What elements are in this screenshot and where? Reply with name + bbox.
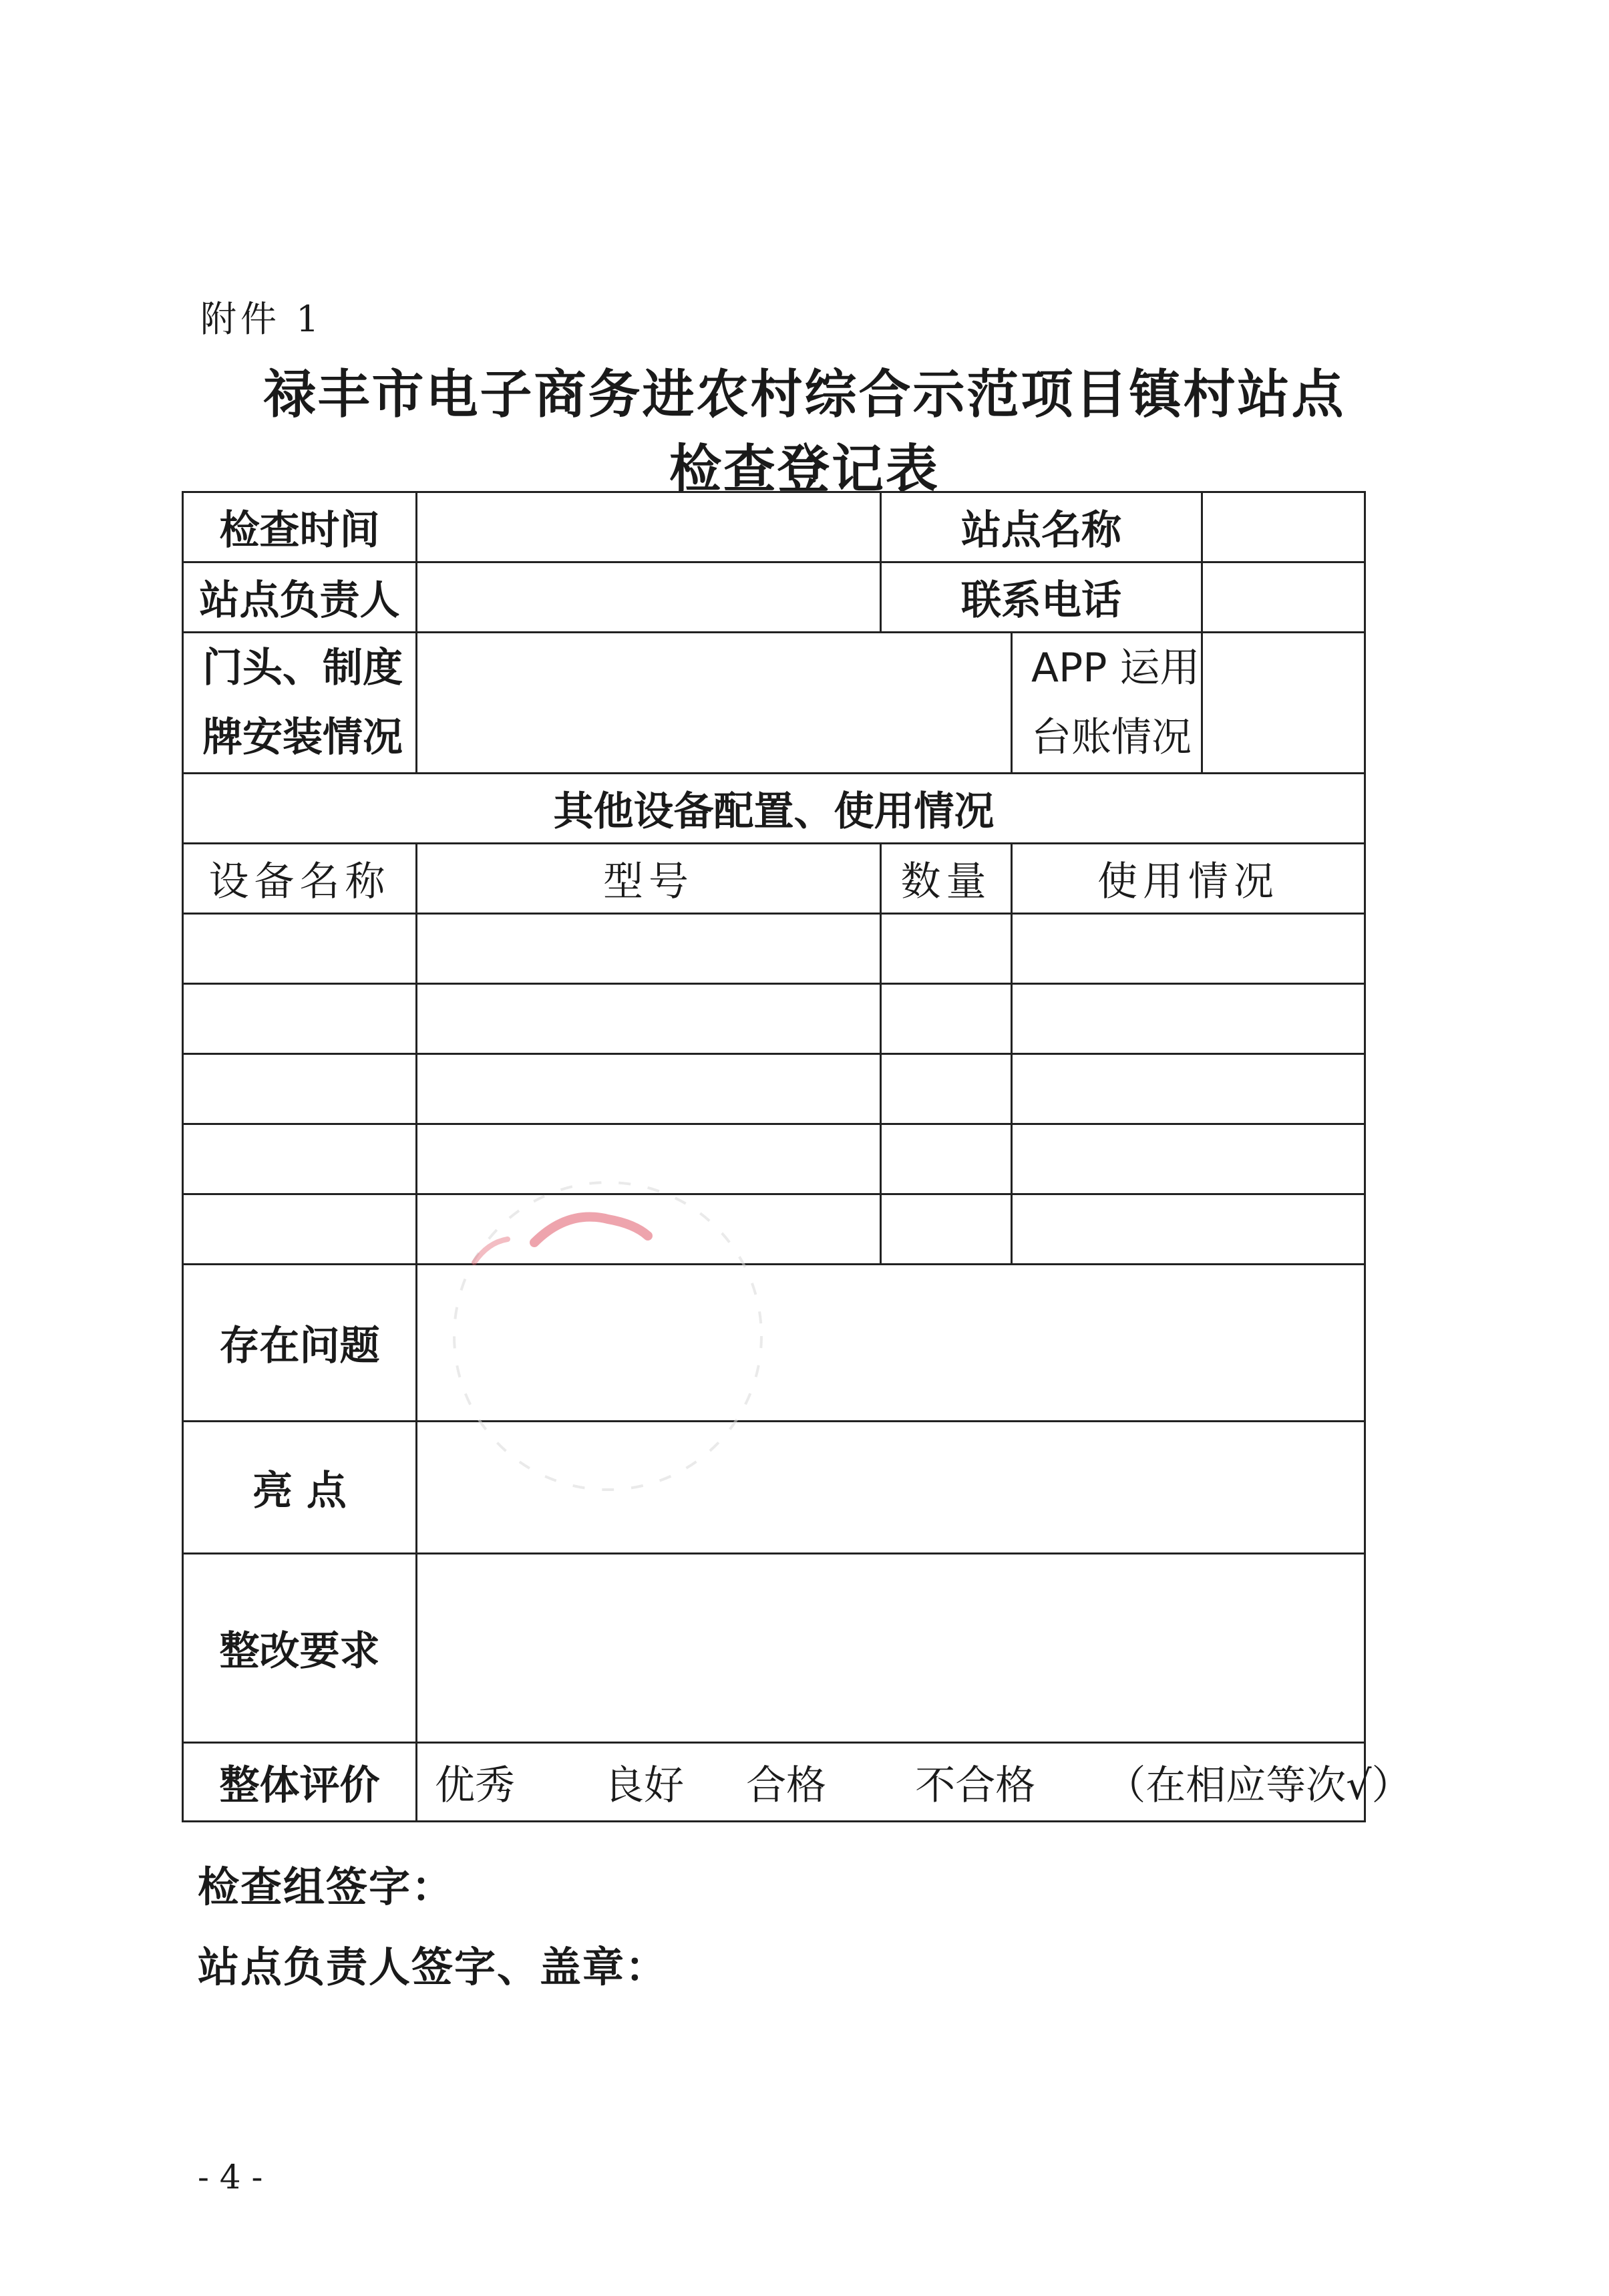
overall-rating-label: 整体评价	[183, 1743, 417, 1822]
form-row-signage-app	[183, 633, 1365, 774]
equipment-row	[183, 1124, 1365, 1194]
equipment-model-cell[interactable]	[417, 1194, 881, 1265]
equipment-quantity-cell[interactable]	[881, 1124, 1012, 1194]
equipment-name-header: 设备名称	[183, 844, 417, 914]
overall-rating-options	[417, 1743, 1412, 1822]
form-row-head-contact	[183, 562, 1365, 633]
equipment-section-header-row	[183, 774, 1365, 844]
equipment-quantity-header: 数量	[881, 844, 1012, 914]
app-ledger-label	[1012, 633, 1202, 774]
equipment-model-cell[interactable]	[417, 914, 881, 984]
rectification-field[interactable]	[417, 1554, 1365, 1743]
rectification-row	[183, 1554, 1365, 1743]
inspection-time-label: 检查时间	[183, 492, 417, 562]
station-head-signature[interactable]: 站点负责人签字、盖章：	[198, 1943, 669, 1991]
inspection-time-field[interactable]	[417, 492, 881, 562]
inspection-form-table	[182, 491, 1412, 1822]
equipment-model-header	[417, 844, 881, 914]
equipment-name-cell[interactable]	[183, 1054, 417, 1124]
contact-phone-field[interactable]	[1202, 562, 1365, 633]
contact-phone-label: 联系电话	[881, 562, 1202, 633]
equipment-name-cell[interactable]	[183, 1124, 417, 1194]
highlights-label: 亮 点	[183, 1422, 417, 1554]
issues-label: 存在问题	[183, 1265, 417, 1422]
app-ledger-field[interactable]	[1202, 633, 1365, 774]
equipment-column-headers	[183, 844, 1365, 914]
form-row-time-station	[183, 492, 1365, 562]
equipment-row	[183, 1054, 1365, 1124]
equipment-usage-cell[interactable]	[1012, 1124, 1365, 1194]
document-title-line-1: 禄丰市电子商务进农村综合示范项目镇村站点	[263, 364, 1346, 425]
equipment-name-cell[interactable]	[183, 1194, 417, 1265]
signage-label-line-1: 门头、制度	[202, 645, 403, 691]
page-number: - 4 -	[198, 2158, 263, 2196]
equipment-name-cell[interactable]	[183, 984, 417, 1054]
equipment-usage-cell[interactable]	[1012, 1194, 1365, 1265]
rectification-label: 整改要求	[183, 1554, 417, 1743]
station-name-label: 站点名称	[881, 492, 1202, 562]
rating-option-excellent[interactable]: 优秀	[435, 1762, 515, 1809]
rating-instruction: （在相应等次√）	[1105, 1762, 1412, 1809]
equipment-usage-cell[interactable]	[1012, 1054, 1365, 1124]
station-name-field[interactable]	[1202, 492, 1365, 562]
inspection-group-signature[interactable]: 检查组签字：	[198, 1862, 455, 1911]
attachment-label: 附件 1	[200, 298, 323, 340]
equipment-model-cell[interactable]	[417, 1124, 881, 1194]
equipment-model-cell[interactable]	[417, 1054, 881, 1124]
rating-option-good[interactable]: 良好	[604, 1762, 685, 1809]
rating-option-fail[interactable]: 不合格	[915, 1762, 1036, 1809]
equipment-model-header-text: 型号	[603, 858, 694, 905]
equipment-quantity-cell[interactable]	[881, 914, 1012, 984]
equipment-row	[183, 984, 1365, 1054]
document-title-line-2: 检查登记表	[669, 439, 940, 500]
rating-option-pass[interactable]: 合格	[746, 1762, 827, 1809]
app-label-line-1: APP 运用	[1031, 645, 1200, 691]
app-label-line-2: 台账情况	[1031, 714, 1192, 761]
equipment-section-title: 其他设备配置、使用情况	[183, 774, 1365, 844]
issues-row	[183, 1265, 1365, 1422]
equipment-row	[183, 1194, 1365, 1265]
issues-field[interactable]	[417, 1265, 1365, 1422]
equipment-usage-cell[interactable]	[1012, 914, 1365, 984]
station-head-field[interactable]	[417, 562, 881, 633]
equipment-name-cell[interactable]	[183, 914, 417, 984]
equipment-quantity-cell[interactable]	[881, 984, 1012, 1054]
highlights-field[interactable]	[417, 1422, 1365, 1554]
highlights-row	[183, 1422, 1365, 1554]
signage-installation-label	[183, 633, 417, 774]
equipment-quantity-cell[interactable]	[881, 1194, 1012, 1265]
equipment-usage-header: 使用情况	[1012, 844, 1365, 914]
overall-rating-row	[183, 1743, 1365, 1822]
equipment-usage-cell[interactable]	[1012, 984, 1365, 1054]
station-head-label: 站点负责人	[183, 562, 417, 633]
equipment-quantity-cell[interactable]	[881, 1054, 1012, 1124]
equipment-model-cell[interactable]	[417, 984, 881, 1054]
equipment-row	[183, 914, 1365, 984]
signage-label-line-2: 牌安装情况	[202, 714, 403, 761]
signage-installation-field[interactable]	[417, 633, 1012, 774]
